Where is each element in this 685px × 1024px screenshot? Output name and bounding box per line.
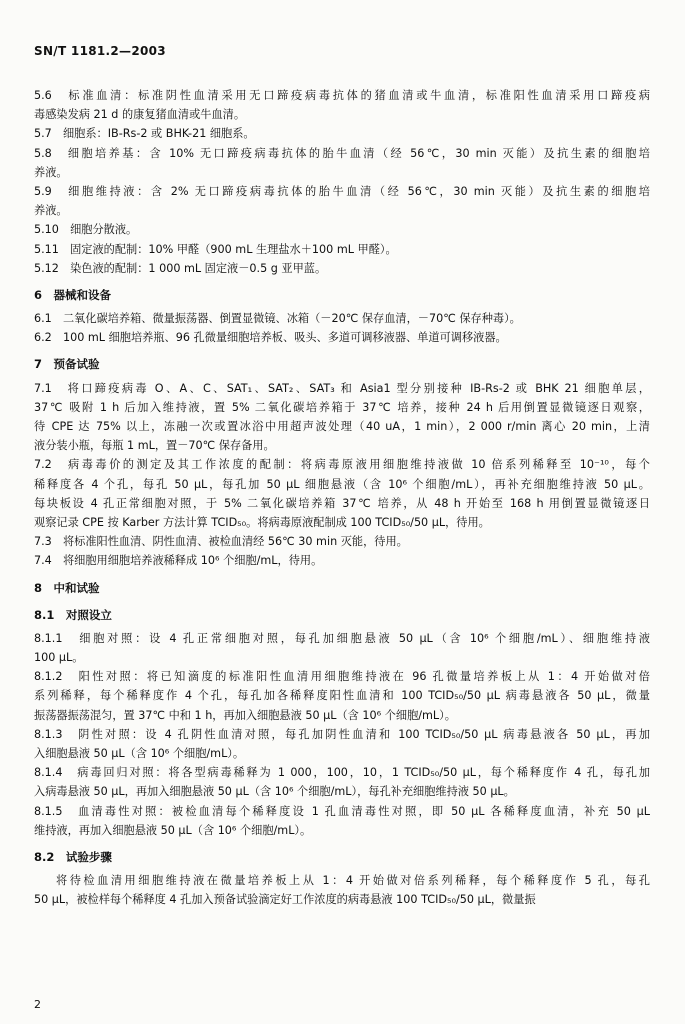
- document-body: [34, 86, 650, 910]
- clause-s6-1: [34, 309, 650, 328]
- clause-s5-9: [34, 182, 650, 220]
- text-line: 液分装小瓶，每瓶 1 mL，置－70℃ 保存备用。: [34, 439, 275, 453]
- text-line: 8.1.4 病毒回归对照：将各型病毒稀释为 1 000，100，10，1 TCID₅₀/50 μL，每个稀释度作 4 孔，每孔加: [34, 766, 650, 780]
- text-line: 5.12 染色液的配制：1 000 mL 固定液－0.5 g 亚甲蓝。: [34, 261, 327, 275]
- text-line: 7.4 将细胞用细胞培养液稀释成 10⁶ 个细胞/mL，待用。: [34, 554, 323, 568]
- text-line: 8.1.3 阴性对照：设 4 孔阴性血清对照，每孔加阴性血清和 100 TCID₅₀/50 μL 病毒悬液各 50 μL，再加: [34, 727, 650, 741]
- text-line: 稀释度各 4 个孔，每孔 50 μL，每孔加 50 μL 细胞悬液（含 10⁶ 个细胞/mL），再补充细胞维持液 50 μL。: [34, 477, 650, 491]
- clause-s5-11: [34, 240, 650, 259]
- page-number: 2: [34, 998, 41, 1011]
- text-line: 待 CPE 达 75% 以上，冻融一次或置冰浴中用超声波处理（40 uA，1 min），2 000 r/min 离心 20 min，上清: [34, 420, 650, 433]
- text-line: 系列稀释，每个稀释度作 4 个孔，每孔加各稀释度阳性血清和 100 TCID₅₀/50 μL 病毒悬液各 50 μL，微量: [34, 689, 650, 703]
- text-line: 50 μL，被检样每个稀释度 4 孔加入预备试验滴定好工作浓度的病毒悬液 100 TCID₅₀/50 μL，微量振: [34, 893, 536, 907]
- section-heading-h8-1: 8.1 对照设立: [34, 607, 112, 622]
- text-line: 5.7 细胞系：IB-Rs-2 或 BHK-21 细胞系。: [34, 127, 255, 141]
- clause-s6-2: [34, 328, 650, 347]
- text-line: 维持液，再加入细胞悬液 50 μL（含 10⁶ 个细胞/mL）。: [34, 823, 312, 837]
- section-heading-h8: 8 中和试验: [34, 580, 100, 595]
- clause-s8-1-1: [34, 629, 650, 667]
- text-line: 8.1.5 血清毒性对照：被检血清每个稀释度设 1 孔血清毒性对照，即 50 μL 各稀释度血清，补充 50 μL: [34, 804, 650, 818]
- clause-s7-3: [34, 532, 650, 551]
- clause-s7-2: [34, 455, 650, 532]
- text-line: 入细胞悬液 50 μL（含 10⁶ 个细胞/mL）。: [34, 747, 245, 760]
- text-line: 7.2 病毒毒价的测定及其工作浓度的配制：将病毒原液用细胞维持液做 10 倍系列稀释至 10⁻¹⁰，每个: [34, 458, 650, 472]
- text-line: 6.1 二氧化碳培养箱、微量振荡器、倒置显微镜、冰箱（－20℃ 保存血清，－70℃ 保存种毒）。: [34, 312, 521, 326]
- section-heading-h6: 6 器械和设备: [34, 287, 112, 302]
- clause-s8-1-3: [34, 725, 650, 763]
- text-line: 养液。: [34, 204, 68, 218]
- text-line: 5.8 细胞培养基：含 10% 无口蹄疫病毒抗体的胎牛血清（经 56℃，30 min 灭能）及抗生素的细胞培: [34, 146, 650, 160]
- text-line: 观察记录 CPE 按 Karber 方法计算 TCID₅₀。将病毒原液配制成 100 TCID₅₀/50 μL，待用。: [34, 515, 490, 529]
- clause-s5-7: [34, 124, 650, 143]
- section-heading-h8-2: 8.2 试验步骤: [34, 849, 112, 864]
- clause-s5-12: [34, 259, 650, 278]
- clause-s7-4: [34, 551, 650, 570]
- text-line: 入病毒悬液 50 μL，再加入细胞悬液 50 μL（含 10⁶ 个细胞/mL），每孔补充细胞维持液 50 μL。: [34, 785, 515, 799]
- text-line: 8.1.2 阳性对照：将已知滴度的标准阳性血清用细胞维持液在 96 孔微量培养板上从 1：4 开始做对倍: [34, 670, 650, 684]
- text-line: 养液。: [34, 165, 68, 179]
- text-line: 将待检血清用细胞维持液在微量培养板上从 1：4 开始做对倍系列稀释，每个稀释度作 5 孔，每孔: [56, 874, 650, 888]
- text-line: 37℃ 吸附 1 h 后加入维持液，置 5% 二氧化碳培养箱于 37℃ 培养，接种 24 h 后用倒置显微镜逐日观察，: [34, 400, 650, 414]
- clause-s8-1-5: [34, 802, 650, 840]
- clause-s5-8: [34, 144, 650, 182]
- clause-s8-1-2: [34, 667, 650, 725]
- clause-s5-10: [34, 220, 650, 239]
- clause-s8-2: [34, 871, 650, 909]
- text-line: 5.10 细胞分散液。: [34, 223, 138, 237]
- text-line: 7.3 将标准阳性血清、阴性血清、被检血清经 56℃ 30 min 灭能，待用。: [34, 535, 408, 549]
- text-line: 振荡器振荡混匀，置 37℃ 中和 1 h，再加入细胞悬液 50 μL（含 10⁶ 个细胞/mL）。: [34, 708, 456, 722]
- text-line: 100 μL。: [34, 651, 84, 665]
- text-line: 7.1 将口蹄疫病毒 O、A、C、SAT₁、SAT₂、SAT₃ 和 Asia1 型分别接种 IB-Rs-2 或 BHK 21 细胞单层，: [34, 381, 650, 395]
- text-line: 5.9 细胞维持液：含 2% 无口蹄疫病毒抗体的胎牛血清（经 56℃，30 min 灭能）及抗生素的细胞培: [34, 184, 650, 198]
- standard-number: SN/T 1181.2—2003: [34, 44, 166, 58]
- text-line: 每块板设 4 孔正常细胞对照，于 5% 二氧化碳培养箱 37℃ 培养，从 48 h 开始至 168 h 用倒置显微镜逐日: [34, 496, 650, 510]
- text-line: 8.1.1 细胞对照：设 4 孔正常细胞对照，每孔加细胞悬液 50 μL（含 10⁶ 个细胞/mL）、细胞维持液: [34, 631, 650, 645]
- text-line: 5.6 标准血清：标准阴性血清采用无口蹄疫病毒抗体的猪血清或牛血清，标准阳性血清采用口蹄疫病: [34, 89, 650, 102]
- text-line: 5.11 固定液的配制：10% 甲醛（900 mL 生理盐水＋100 mL 甲醛）。: [34, 242, 397, 256]
- clause-s7-1: [34, 379, 650, 456]
- section-heading-h7: 7 预备试验: [34, 357, 100, 372]
- clause-s5-6: [34, 86, 650, 124]
- text-line: 毒感染发病 21 d 的康复猪血清或牛血清。: [34, 108, 246, 122]
- clause-s8-1-4: [34, 763, 650, 801]
- text-line: 6.2 100 mL 细胞培养瓶、96 孔微量细胞培养板、吸头、多道可调移液器、单道可调移液器。: [34, 331, 507, 345]
